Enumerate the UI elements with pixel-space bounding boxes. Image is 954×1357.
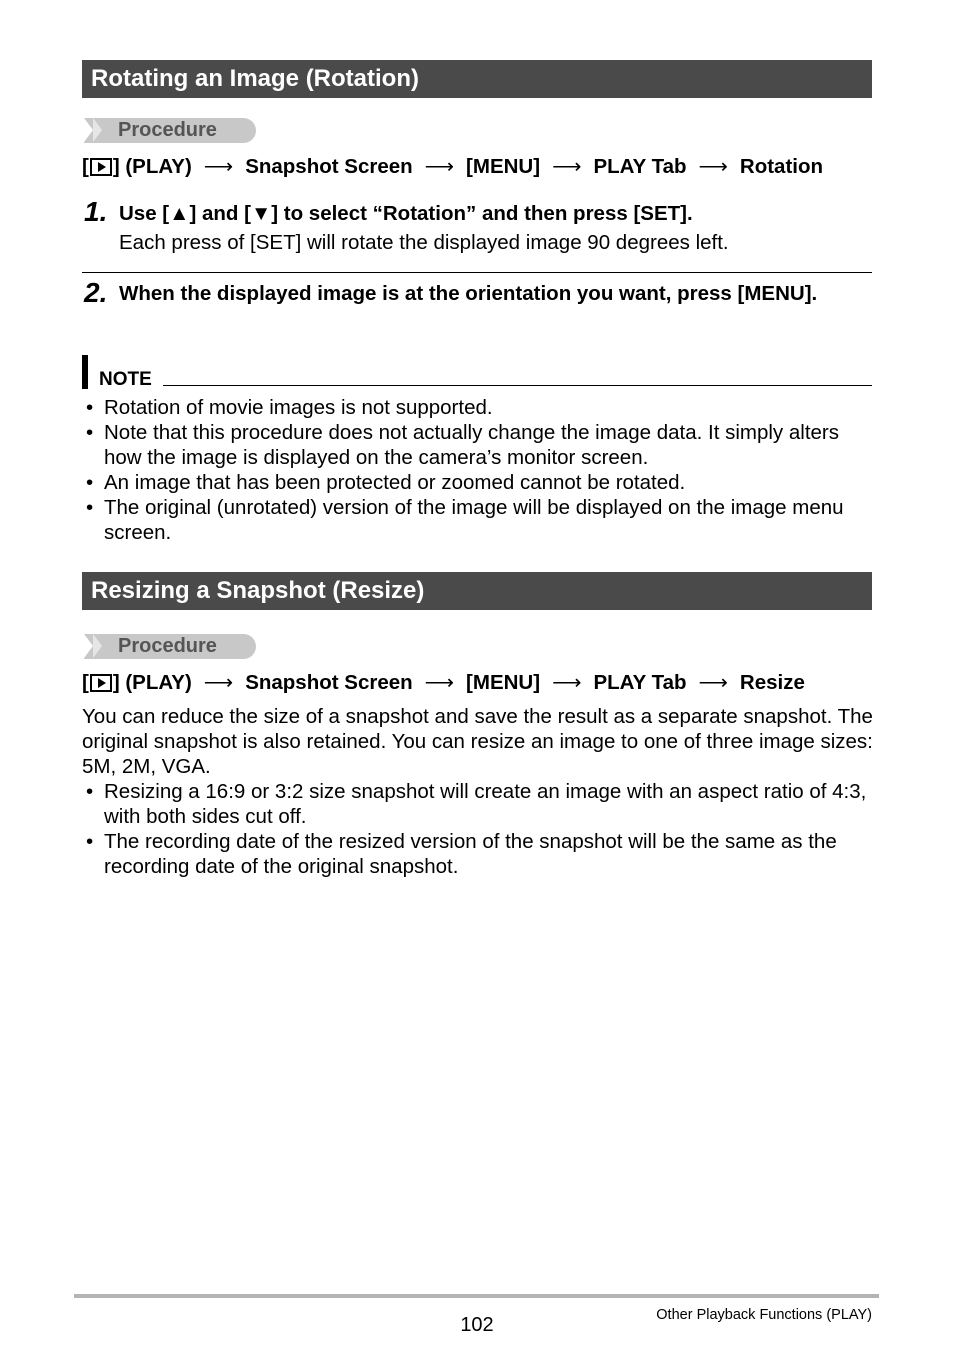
step-text: ] to select “Rotation” and then press [SET]. bbox=[271, 202, 693, 225]
path-item: Snapshot Screen bbox=[245, 154, 413, 178]
path-bracket: [ bbox=[82, 670, 89, 694]
divider bbox=[82, 272, 872, 273]
footer-rule bbox=[74, 1294, 879, 1298]
menu-path bbox=[82, 154, 823, 179]
section-title-resize: Resizing a Snapshot (Resize) bbox=[82, 572, 872, 610]
step-2-instruction: When the displayed image is at the orientation you want, press [MENU]. bbox=[119, 282, 818, 305]
arrow-right-icon: ⟶ bbox=[203, 155, 234, 178]
step-1-instruction bbox=[119, 201, 879, 227]
path-item: PLAY Tab bbox=[593, 670, 687, 694]
path-item: Resize bbox=[739, 670, 805, 694]
resize-list bbox=[82, 779, 877, 879]
note-rule bbox=[163, 385, 872, 386]
path-play-label: ] (PLAY) bbox=[112, 670, 192, 694]
play-icon bbox=[90, 158, 112, 176]
step-text: ] and [ bbox=[189, 202, 251, 225]
procedure-tag bbox=[84, 634, 256, 659]
list-item: • The original (unrotated) version of the image will be displayed on the image menu screen. bbox=[82, 495, 877, 545]
menu-path bbox=[82, 670, 805, 695]
chapter-title: Other Playback Functions (PLAY) bbox=[656, 1307, 872, 1323]
arrow-right-icon: ⟶ bbox=[552, 155, 582, 178]
path-item: [MENU] bbox=[466, 154, 541, 178]
note-label: NOTE bbox=[99, 369, 152, 390]
arrow-right-icon: ⟶ bbox=[698, 155, 728, 178]
triangle-down-icon: ▼ bbox=[250, 202, 272, 225]
path-item: Snapshot Screen bbox=[245, 670, 413, 694]
list-item: • Note that this procedure does not actually change the image data. It simply alters how the image is displayed on the camera’s monitor screen. bbox=[82, 420, 877, 470]
arrow-right-icon: ⟶ bbox=[698, 671, 728, 694]
step-number: 1. bbox=[84, 196, 108, 227]
resize-paragraph: You can reduce the size of a snapshot and save the result as a separate snapshot. The original snapshot is also retained. You can resize an image to one of three image sizes: 5M, 2M, VGA. bbox=[82, 705, 873, 778]
step-number: 2. bbox=[84, 277, 108, 308]
list-item: • An image that has been protected or zoomed cannot be rotated. bbox=[82, 470, 877, 495]
list-item: • The recording date of the resized version of the snapshot will be the same as the recording date of the original snapshot. bbox=[82, 829, 877, 879]
arrow-right-icon: ⟶ bbox=[424, 155, 455, 178]
arrow-right-icon: ⟶ bbox=[424, 671, 455, 694]
section-title-rotation: Rotating an Image (Rotation) bbox=[82, 60, 872, 98]
list-item: • Rotation of movie images is not supported. bbox=[82, 395, 877, 420]
step-text: Use [ bbox=[119, 202, 170, 225]
path-item: [MENU] bbox=[466, 670, 541, 694]
triangle-up-icon: ▲ bbox=[169, 202, 190, 225]
path-bracket: [ bbox=[82, 154, 89, 178]
procedure-tag bbox=[84, 118, 256, 143]
page-number: 102 bbox=[460, 1314, 494, 1336]
procedure-label: Procedure bbox=[118, 119, 217, 141]
list-item: • Resizing a 16:9 or 3:2 size snapshot will create an image with an aspect ratio of 4:3, with both sides cut off. bbox=[82, 779, 877, 829]
path-item: Rotation bbox=[739, 154, 824, 178]
path-item: PLAY Tab bbox=[593, 154, 687, 178]
procedure-label: Procedure bbox=[118, 635, 217, 657]
note-list bbox=[82, 395, 877, 545]
arrow-right-icon: ⟶ bbox=[552, 671, 582, 694]
note-marker bbox=[82, 355, 88, 389]
path-play-label: ] (PLAY) bbox=[112, 154, 192, 178]
arrow-right-icon: ⟶ bbox=[203, 671, 234, 694]
step-1-description: Each press of [SET] will rotate the displayed image 90 degrees left. bbox=[119, 231, 729, 254]
play-icon bbox=[90, 674, 112, 692]
